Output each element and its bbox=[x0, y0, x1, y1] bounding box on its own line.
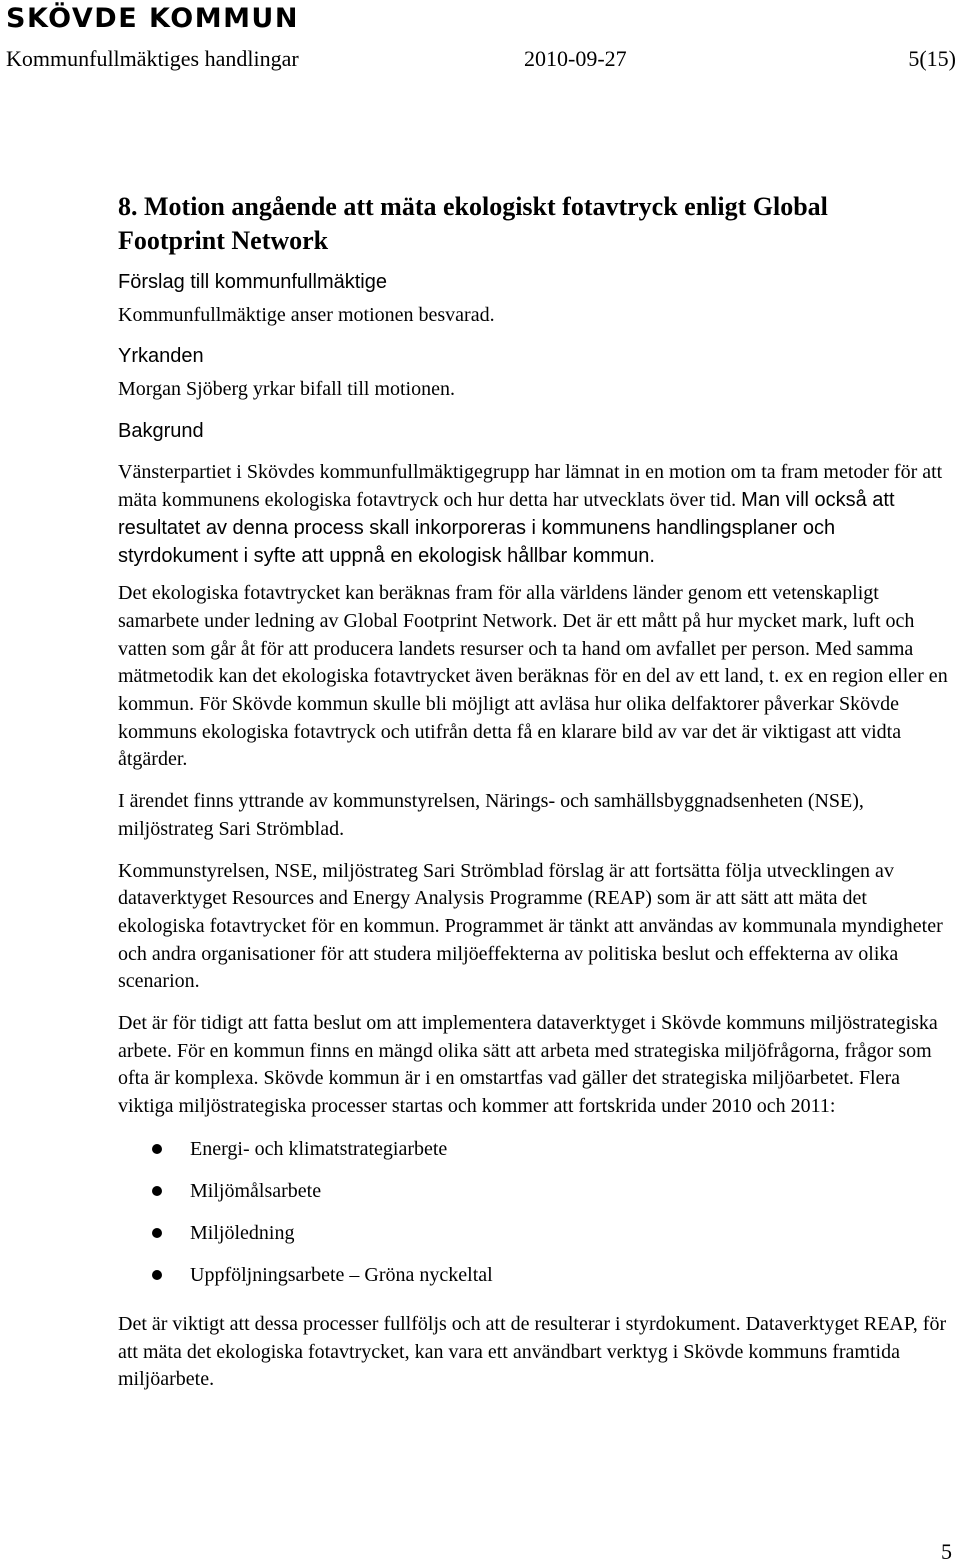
logo-wordmark: SKÖVDE KOMMUN bbox=[6, 3, 299, 34]
bakgrund-heading: Bakgrund bbox=[118, 420, 204, 443]
list-item-text: Miljöledning bbox=[190, 1221, 295, 1244]
bullet-icon bbox=[152, 1144, 162, 1154]
yrkanden-text: Morgan Sjöberg yrkar bifall till motionen. bbox=[118, 377, 455, 400]
header-document-title: Kommunfullmäktiges handlingar bbox=[6, 46, 299, 71]
list-item bbox=[118, 1261, 958, 1303]
document-body bbox=[118, 190, 958, 1394]
bullet-icon bbox=[152, 1270, 162, 1280]
page-header bbox=[6, 44, 956, 74]
list-item-text: Uppföljningsarbete – Gröna nyckeltal bbox=[190, 1263, 493, 1286]
proposal-heading: Förslag till kommunfullmäktige bbox=[118, 271, 387, 293]
paragraph-reap: Kommunstyrelsen, NSE, miljöstrateg Sari Strömblad förslag är att fortsätta följa utvecklingen av dataverktyget Resources and Energy Analysis Programme (REAP) som är att sätt att mäta det ekologiska fotavtrycket för en kommun. Programmet är tänkt att användas av kommunala myndigheter och andra organisationer för att studera miljöeffekterna av politiska beslut och effekterna av olika scenarion. bbox=[118, 859, 943, 993]
bullet-icon bbox=[152, 1186, 162, 1196]
bakgrund-paragraph bbox=[118, 459, 958, 570]
page-number: 5 bbox=[941, 1539, 952, 1564]
bullet-icon bbox=[152, 1228, 162, 1238]
item-title-line-1: 8. Motion angående att mäta ekologiskt fotavtryck enligt Global bbox=[118, 192, 828, 221]
item-title bbox=[118, 190, 958, 258]
process-list bbox=[118, 1135, 958, 1303]
header-date: 2010-09-27 bbox=[524, 46, 627, 71]
list-item bbox=[118, 1219, 958, 1261]
paragraph-statement: I ärendet finns yttrande av kommunstyrelsen, Närings- och samhällsbyggnadsenheten (NSE), miljöstrateg Sari Strömblad. bbox=[118, 790, 864, 840]
paragraph-processes: Det är för tidigt att fatta beslut om att implementera dataverktyget i Skövde kommuns miljöstrategiska arbete. För en kommun finns en mängd olika sätt att arbeta med strategiska miljöfrågorna, frågor som ofta är komplexa. Skövde kommun är i en omstartfas vad gäller det strategiska miljöarbetet. Flera viktiga miljöstrategiska processer startas och kommer att fortskrida under 2010 och 2011: bbox=[118, 1012, 938, 1118]
yrkanden-heading: Yrkanden bbox=[118, 344, 204, 367]
list-item-text: Energi- och klimatstrategiarbete bbox=[190, 1137, 448, 1160]
header-page-count: 5(15) bbox=[908, 46, 956, 71]
bakgrund-text-part-1: Vänsterpartiet i Skövdes kommunfullmäktigegrupp har lämnat in en motion om ta fram metoder för att mäta kommunens ekologiska fotavtryck och hur detta har utvecklats över tid. bbox=[118, 461, 943, 512]
proposal-text: Kommunfullmäktige anser motionen besvarad. bbox=[118, 304, 495, 326]
list-item bbox=[118, 1177, 958, 1219]
list-item-text: Miljömålsarbete bbox=[190, 1179, 322, 1202]
bakgrund-text-part-2: Man vill också att resultatet av denna process skall inkorporeras i kommunens handlingsplaner och styrdokument i syfte att uppnå en ekologisk hållbar kommun. bbox=[118, 489, 895, 567]
paragraph-ecological-footprint: Det ekologiska fotavtrycket kan beräknas fram för alla världens länder genom ett vetenskapligt samarbete under ledning av Global Footprint Network. Det är ett mått på hur mycket mark, luft och vatten som går åt för att producera landets resurser och ta hand om avfallet per person. Med samma mätmetodik kan det ekologiska fotavtrycket även beräknas för en del av ett land, t. ex en region eller en kommun. För Skövde kommun skulle bli möjligt att avläsa hur olika delfaktorer påverkar Skövde kommuns ekologiska fotavtryck och utifrån detta få en klarare bild av var det är viktigast att vidta åtgärder. bbox=[118, 582, 948, 771]
item-title-line-2: Footprint Network bbox=[118, 226, 329, 255]
list-item bbox=[118, 1135, 958, 1177]
paragraph-conclusion: Det är viktigt att dessa processer fullföljs och att de resulterar i styrdokument. Dataverktyget REAP, för att mäta det ekologiska fotavtrycket, kan vara ett användbart verktyg i Skövde kommuns framtida miljöarbete. bbox=[118, 1312, 947, 1391]
